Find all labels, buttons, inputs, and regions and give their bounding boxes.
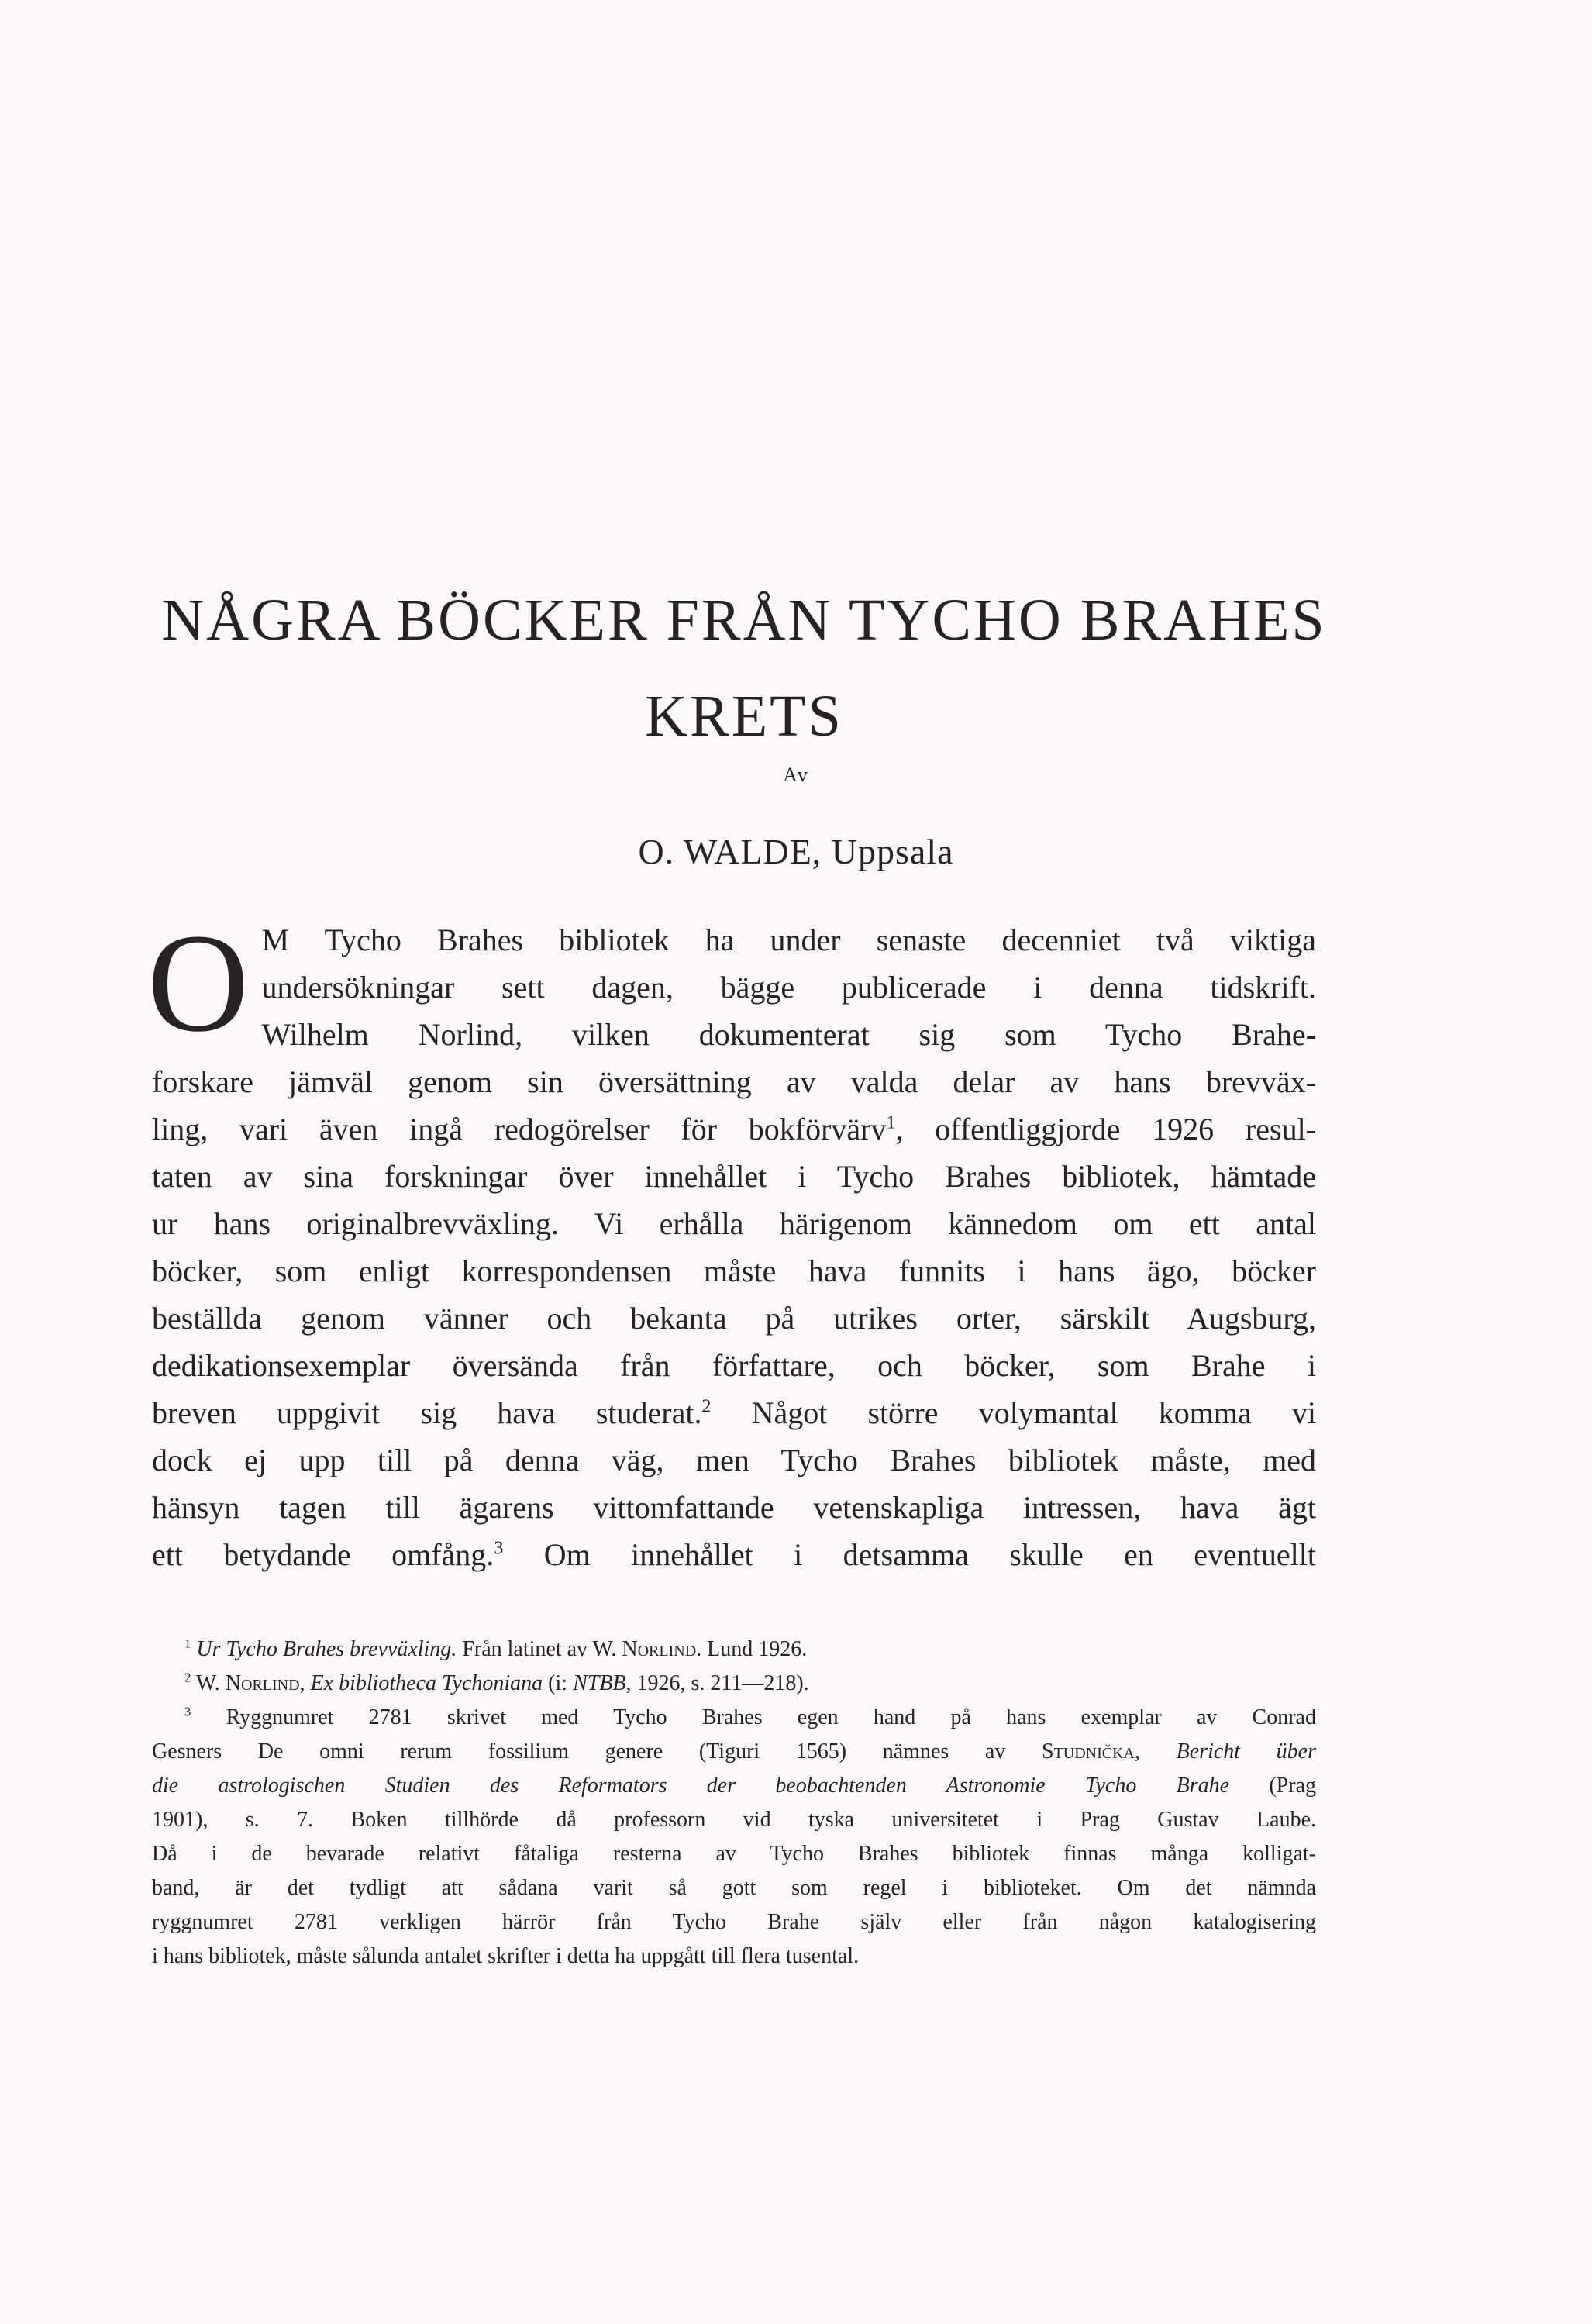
body-line: undersökningar sett dagen, bägge publicerade i denna tidskrift. bbox=[261, 970, 1316, 1005]
footnote-line: band, är det tydligt att sådana varit så gott som regel i biblioteket. Om det nämnda bbox=[152, 1876, 1316, 1900]
footnote-text: 1926, s. 211—218). bbox=[631, 1671, 809, 1695]
body-line: Wilhelm Norlind, vilken dokumenterat sig som Tycho Brahe- bbox=[261, 1017, 1316, 1052]
footnote-line bbox=[152, 1633, 1316, 1667]
body-line bbox=[152, 1389, 1316, 1436]
body-line: böcker, som enligt korrespondensen måste hava funnits i hans ägo, böcker bbox=[152, 1253, 1316, 1288]
footnote-line: i hans bibliotek, måste sålunda antalet skrifter i detta ha uppgått till flera tusental. bbox=[152, 1944, 860, 1968]
body-line: dedikationsexemplar översända från författare, och böcker, som Brahe i bbox=[152, 1348, 1316, 1383]
body-line bbox=[152, 1531, 1316, 1578]
footnote-line: ryggnumret 2781 verkligen härrör från Tycho Brahe själv eller från någon katalogisering bbox=[152, 1910, 1316, 1934]
footnote-line: Då i de bevarade relativt fåtaliga resterna av Tycho Brahes bibliotek finnas många kolligat- bbox=[152, 1842, 1316, 1866]
body-line: ur hans originalbrevväxling. Vi erhålla härigenom kännedom om ett antal bbox=[152, 1206, 1316, 1241]
footnote-text: . Lund 1926. bbox=[696, 1637, 808, 1661]
cited-author: Norlind bbox=[225, 1671, 300, 1695]
drop-cap: O bbox=[147, 905, 250, 1061]
cited-author: Norlind bbox=[622, 1637, 697, 1661]
footnote-1 bbox=[152, 1633, 1316, 1667]
body-line: beställda genom vänner och bekanta på utrikes orter, särskilt Augsburg, bbox=[152, 1301, 1316, 1336]
cited-title: Bericht über bbox=[1176, 1740, 1317, 1764]
footnote-text: W. bbox=[195, 1671, 226, 1695]
body-text-fragment: ling, vari även ingå redogörelser för bokförvärv bbox=[152, 1112, 887, 1146]
title-line-2: KRETS bbox=[645, 684, 843, 749]
footnote-line: 1901), s. 7. Boken tillhörde då professorn vid tyska universitetet i Prag Gustav Laube. bbox=[152, 1808, 1316, 1832]
byline-av: Av bbox=[783, 764, 809, 786]
footnote-ref-1: 1 bbox=[886, 1112, 896, 1133]
body-text-fragment: Om innehållet i detsamma skulle en eventuellt bbox=[503, 1537, 1316, 1572]
footnote-mark: 3 bbox=[184, 1704, 191, 1719]
article-title bbox=[147, 572, 1341, 764]
footnote-line bbox=[152, 1735, 1316, 1769]
footnote-text: Ryggnumret 2781 skrivet med Tycho Brahes egen hand på hans exemplar av Conrad bbox=[226, 1705, 1316, 1729]
footnote-text: , bbox=[299, 1671, 311, 1695]
cited-author: Studnička bbox=[1041, 1740, 1135, 1764]
footnote-line bbox=[152, 1667, 1316, 1701]
body-line: dock ej upp till på denna väg, men Tycho Brahes bibliotek måste, med bbox=[152, 1443, 1316, 1477]
body-line bbox=[152, 1105, 1316, 1153]
title-line-1: NÅGRA BÖCKER FRÅN TYCHO BRAHES bbox=[161, 588, 1327, 653]
footnote-mark: 2 bbox=[184, 1670, 191, 1685]
body-text bbox=[147, 905, 1316, 1578]
footnote-text: , bbox=[1135, 1740, 1177, 1764]
body-line: hänsyn tagen till ägarens vittomfattande vetenskapliga intressen, hava ägt bbox=[152, 1490, 1316, 1525]
footnote-ref-3: 3 bbox=[494, 1538, 504, 1559]
footnote-3 bbox=[152, 1701, 1316, 1974]
body-line: forskare jämväl genom sin översättning av valda delar av hans brevväx- bbox=[152, 1064, 1316, 1099]
body-text-fragment: ett betydande omfång. bbox=[152, 1537, 494, 1572]
body-line: M Tycho Brahes bibliotek ha under senaste decenniet två viktiga bbox=[261, 922, 1316, 957]
body-text-fragment: Något större volymantal komma vi bbox=[711, 1395, 1316, 1430]
footnote-ref-2: 2 bbox=[701, 1396, 712, 1417]
body-line: taten av sina forskningar över innehållet i Tycho Brahes bibliotek, hämtade bbox=[152, 1159, 1316, 1194]
body-text-fragment: , offentliggjorde 1926 resul- bbox=[895, 1112, 1316, 1146]
footnote-line bbox=[152, 1701, 1316, 1735]
footnote-text: (Prag bbox=[1229, 1774, 1316, 1798]
footnote-line bbox=[152, 1769, 1316, 1803]
footnote-text: Gesners De omni rerum fossilium genere (Tiguri 1565) nämnes av bbox=[152, 1740, 1042, 1764]
cited-title: die astrologischen Studien des Reformators der beobachtenden Astronomie Tycho Brahe bbox=[152, 1774, 1230, 1798]
cited-title: Ex bibliotheca Tychoniana bbox=[310, 1671, 543, 1695]
footnotes bbox=[152, 1633, 1316, 1974]
footnote-2 bbox=[152, 1667, 1316, 1701]
author-line: O. WALDE, Uppsala bbox=[638, 832, 954, 871]
body-text-fragment: breven uppgivit sig hava studerat. bbox=[152, 1395, 702, 1430]
footnote-mark: 1 bbox=[184, 1636, 191, 1651]
footnote-text: (i: bbox=[543, 1671, 574, 1695]
cited-journal: NTBB, bbox=[573, 1671, 632, 1695]
footnote-text: Från latinet av W. bbox=[457, 1637, 622, 1661]
cited-title: Ur Tycho Brahes brevväxling. bbox=[196, 1637, 457, 1661]
